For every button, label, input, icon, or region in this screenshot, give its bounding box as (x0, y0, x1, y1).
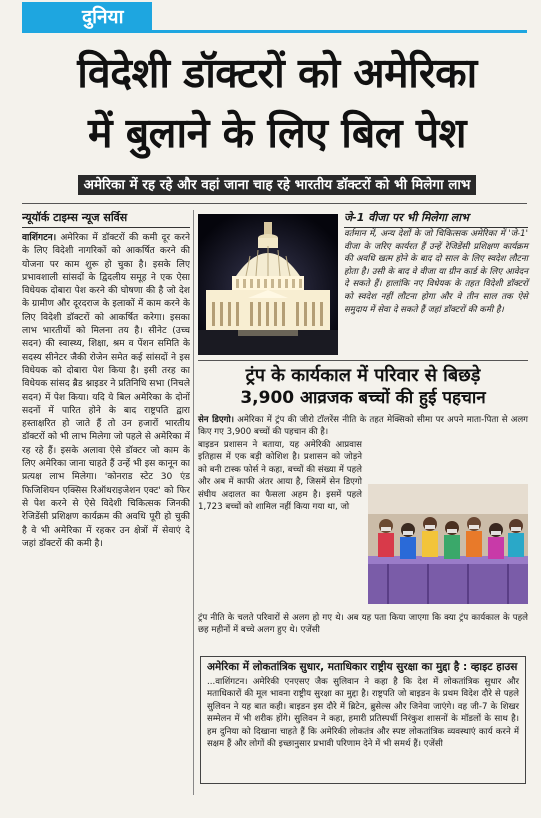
story2-intro (198, 414, 528, 439)
story2-headline (198, 365, 528, 409)
box3-heading (207, 661, 519, 674)
story2-headline-line-2: 3,900 आव्रजक बच्चों की हुई पहचान (240, 388, 486, 408)
headline-line-2: में बुलाने के लिए बिल पेश (87, 109, 467, 157)
capitol-photo (198, 214, 338, 355)
sidebar-heading: जे-1 वीजा पर भी मिलेगा लाभ (344, 210, 528, 228)
story2-intro-text: अमेरिका में ट्रंप की जीरो टॉलरेंस नीति के तहत मेक्सिको सीमा पर अपने माता-पिता से अलग किए गए 3,900 बच्चों की पहचान की है। (198, 415, 528, 438)
byline: न्यूयॉर्क टाइम्स न्यूज सर्विस (22, 210, 190, 228)
dateline: वाशिंगटन। (22, 233, 57, 243)
column-divider (193, 210, 194, 795)
story2-headline-line-1: ट्रंप के कार्यकाल में परिवार से बिछड़े (245, 365, 481, 386)
story2-conclusion: ट्रंप नीति के चलते परिवारों से अलग हो गए थे। अब यह पता किया जाएगा कि क्या ट्रंप कार्यकाल के पहले छह महीनों में बच्चे अलग हुए थे। एजेंसी (198, 613, 528, 636)
children-photo (368, 484, 528, 604)
story2-top-rule (198, 360, 528, 361)
story2-body: बाइडन प्रशासन ने बताया, यह अमेरिकी आप्रवास इतिहास में एक बड़ी कोशिश है। प्रशासन को जोड़ने को बनी टास्क फोर्स ने कहा, बच्चों की संख्या में पहले और अब में काफी अंतर आया है, जिसमें सेन डिएगो संघीय अदालत का फैसला अहम है। इसमें पहले 1,723 बच्चों को शामिल नहीं किया गया था, जो (198, 440, 362, 513)
box3-heading-text: अमेरिका में लोकतांत्रिक सुधार, मताधिकार राष्ट्रीय सुरक्षा का मुद्दा है : (207, 661, 468, 673)
children-illustration (368, 484, 528, 604)
box3-heading-source: व्हाइट हाउस (467, 661, 518, 673)
story2-dateline: सेन डिएगो। (198, 415, 234, 425)
subheadline-text: अमेरिका में रह रहे और वहां जाना चाह रहे भारतीय डॉक्टरों को भी मिलेगा लाभ (78, 175, 477, 195)
section-rule (22, 30, 527, 33)
capitol-illustration (198, 214, 338, 355)
main-story-column (22, 210, 190, 795)
subheadline (22, 175, 532, 193)
main-story-text: अमेरिका में डॉक्टरों की कमी दूर करने के लिए विदेशी नागरिकों को आकर्षित करने की योजना पर काम शुरू हो चुका है। इसके लिए प्रभावशाली सांसदों के द्विदलीय समूह ने एक ऐसा विधेयक दोबारा पेश करने की घोषणा की है जो देश के ग्रामीण और दूरदराज के इलाकों में काम करने के लिए विदेशी डॉक्टरों को आकर्षित करेगा। इसका लाभ भारतीयों को मिलना तय है। सीनेट (उच्च सदन) की स्वास्थ्य, शिक्षा, श्रम व पेंशन समिति के सदस्य सीनेटर जैकी रोजेन समेत कई सांसदों ने इस विधेयक को दोबारा पेश किया है। इसी तरह का विधेयक सांसद ब्रैड श्नाइडर ने प्रतिनिधि सभा (निचले सदन) में पेश किया। यदि ये बिल अमेरिका के दोनों सदनों में पारित होने के बाद राष्ट्रपति द्वारा हस्ताक्षरित हो जाते हैं तो उन हजारों भारतीय डॉक्टरों को भी लाभ मिलेगा जो पहले से अमेरिका में रह रहे हैं। इसके अलावा ऐसे डॉक्टर जो काम के लिए अमेरिका जाना चाहते हैं उन्हें भी इस कानून का प्रत्यक्ष लाभ मिलेगा। 'कोनराड स्टेट 30 एंड फिजिशियन एक्सिस रिऑथराइजेशन एक्ट' को फिर से पेश करने से ऐसे विदेशी चिकित्सक जिनकी रेजिडेंसी प्रशिक्षण कार्यक्रम की अवधि पूरी हो चुकी है वे भी अमेरिका में रहकर उन क्षेत्रों में सेवाएं दे जहां डॉक्टरों की कमी है। (22, 233, 190, 549)
sidebar-body: वर्तमान में, अन्य देशों के जो चिकित्सक अमेरिका में 'जे-1' वीजा के जरिए कार्यरत हैं उन्हें रेजिडेंसी प्रशिक्षण कार्यक्रम की अवधि खत्म होने के बाद दो साल के लिए स्वदेश लौटना होता है। उसी के बाद वे वीजा या ग्रीन कार्ड के लिए आवेदन दे सकते हैं। हालांकि नए विधेयक के तहत विदेशी डॉक्टरों को स्वदेश नहीं लौटना होगा और वे तीन साल तक ऐसे समुदाय में सेवा दे सकते हैं जहां डॉक्टरों की कमी है। (344, 229, 528, 315)
divider-rule (22, 203, 527, 204)
section-label: दुनिया (22, 2, 152, 32)
headline-line-1: विदेशी डॉक्टरों को अमेरिका (77, 49, 477, 97)
box3-body: ...वाशिंगटन। अमेरिकी एनएसए जैक सुलिवान ने कहा है कि देश में लोकतांत्रिक सुधार और मताधिकारों की मूल भावना राष्ट्रीय सुरक्षा का मुद्दा है। राष्ट्रपति जो बाइडन के प्रथम विदेश दौरे से पहले सुलिवन ने यह बात कही। बाइडन इस दौरे में ब्रिटेन, ब्रुसेल्स और जिनेवा जाएंगे। वह जी-7 के शिखर सम्मेलन में भी शरीक होंगे। सुलिवन ने कहा, हमारी प्रतिस्पर्धी निरंकुश शासनों के मॉडलों के साथ है। हम दुनिया को दिखाना चाहते हैं कि अमेरिकी लोकतंत्र और स्पष्ट लोकतांत्रिक व्यवस्थाएं कार्य करने में सक्षम हैं और लोगों की इच्छानुसार प्रभावी परिणाम देने में भी समर्थ हैं। एजेंसी (207, 677, 519, 750)
whitehouse-box (200, 656, 526, 784)
main-story-body (22, 232, 190, 551)
